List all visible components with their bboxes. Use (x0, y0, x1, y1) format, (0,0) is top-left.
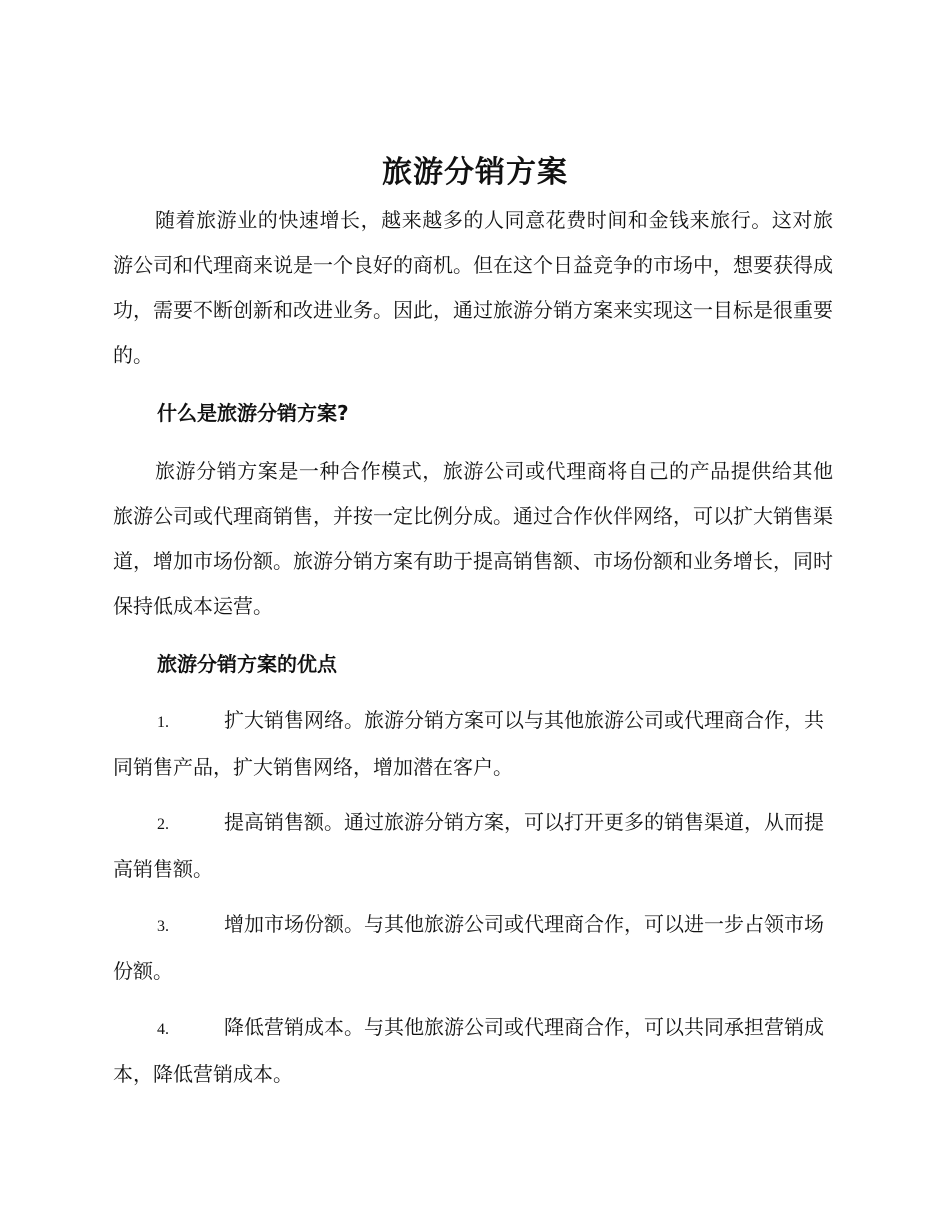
list-item-text: 提高销售额。通过旅游分销方案，可以打开更多的销售渠道，从而提高销售额。 (113, 810, 824, 881)
list-item-number: 1. (157, 714, 169, 731)
list-item-number: 3. (157, 918, 169, 935)
list-item-text: 扩大销售网络。旅游分销方案可以与其他旅游公司或代理商合作，共同销售产品，扩大销售网络，增加潜在客户。 (113, 708, 824, 779)
document-title: 旅游分销方案 (382, 155, 568, 190)
list-item (113, 698, 833, 790)
list-item-number: 4. (157, 1021, 169, 1038)
section-heading-advantages: 旅游分销方案的优点 (157, 652, 337, 676)
list-item (113, 902, 833, 994)
list-item-number: 2. (157, 816, 169, 833)
list-item (113, 1005, 833, 1097)
intro-paragraph: 随着旅游业的快速增长，越来越多的人同意花费时间和金钱来旅行。这对旅游公司和代理商来说是一个良好的商机。但在这个日益竞争的市场中，想要获得成功，需要不断创新和改进业务。因此，通过旅游分销方案来实现这一目标是很重要的。 (113, 208, 833, 367)
list-item-text: 增加市场份额。与其他旅游公司或代理商合作，可以进一步占领市场份额。 (113, 912, 824, 983)
section-body-what-is: 旅游分销方案是一种合作模式，旅游公司或代理商将自己的产品提供给其他旅游公司或代理商销售，并按一定比例分成。通过合作伙伴网络，可以扩大销售渠道，增加市场份额。旅游分销方案有助于提高销售额、市场份额和业务增长，同时保持低成本运营。 (113, 459, 833, 618)
list-item-text: 降低营销成本。与其他旅游公司或代理商合作，可以共同承担营销成本，降低营销成本。 (113, 1015, 824, 1086)
section-heading-what-is: 什么是旅游分销方案? (157, 401, 349, 425)
list-item (113, 800, 833, 892)
